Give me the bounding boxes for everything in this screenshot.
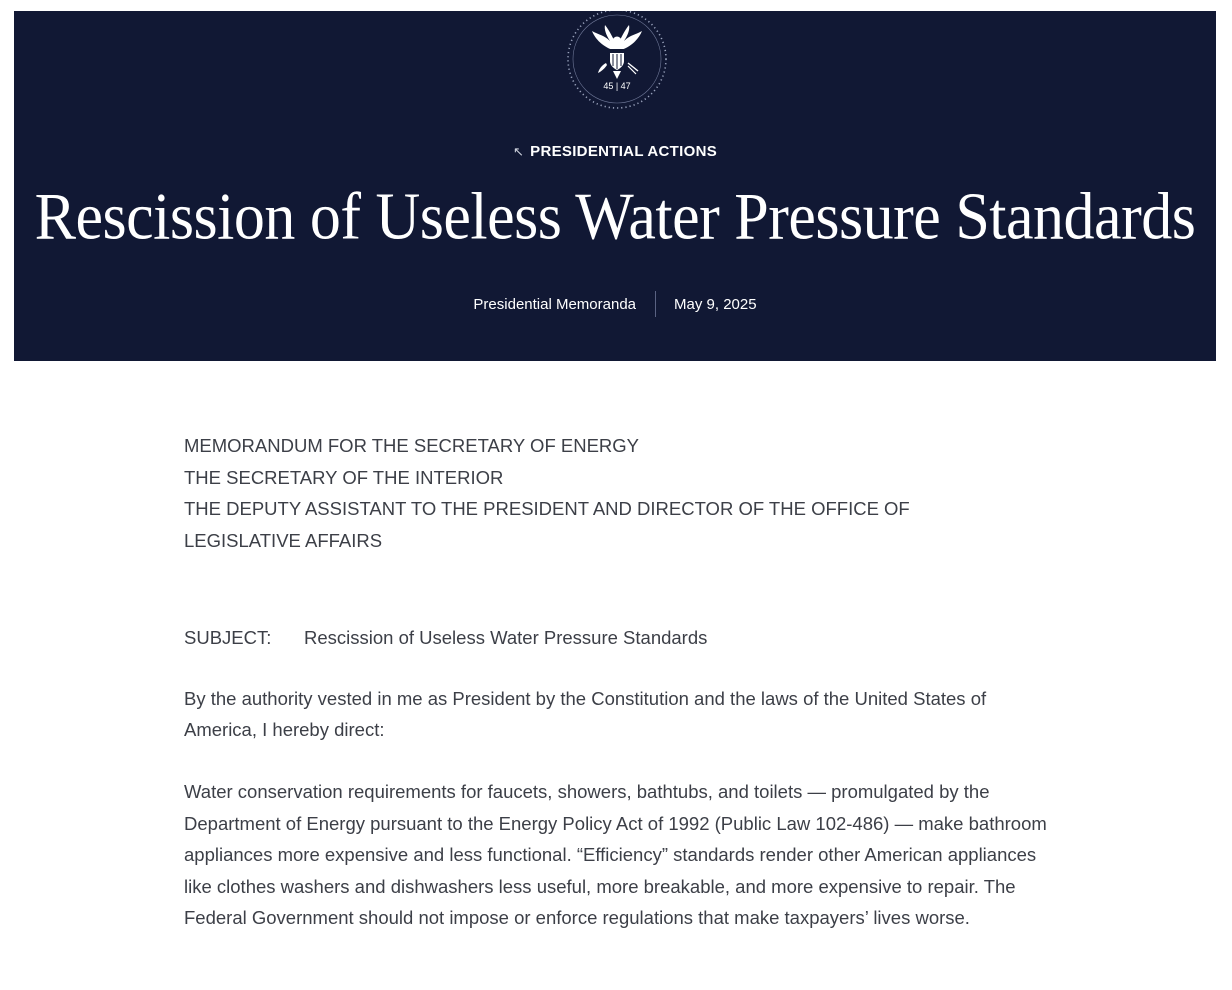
presidential-seal-icon[interactable] <box>566 11 668 113</box>
paragraph: By the authority vested in me as President by the Constitution and the laws of the United States of America, I hereby direct: <box>184 687 987 741</box>
page-title: Rescission of Useless Water Pressure Standards <box>34 180 1196 254</box>
seal-graphic <box>566 11 668 113</box>
category-label: PRESIDENTIAL ACTIONS <box>530 143 718 160</box>
arrow-up-left-icon: ↖ <box>512 144 525 159</box>
addressee-line: THE DEPUTY ASSISTANT TO THE PRESIDENT AND DIRECTOR OF THE OFFICE OF <box>184 498 910 520</box>
meta-divider <box>655 291 656 317</box>
memo-body <box>184 430 1054 934</box>
addressee-line: THE SECRETARY OF THE INTERIOR <box>184 466 504 488</box>
subject-label: SUBJECT: <box>184 626 272 648</box>
doc-type-link[interactable]: Presidential Memoranda <box>473 295 637 313</box>
seal-numbers: 45 | 47 <box>603 81 631 91</box>
meta-row <box>14 291 1216 317</box>
addressee-line: MEMORANDUM FOR THE SECRETARY OF ENERGY <box>184 435 640 456</box>
addressee-block <box>184 430 1054 557</box>
subject-line <box>184 622 1054 653</box>
subject-text: Rescission of Useless Water Pressure Standards <box>304 626 708 648</box>
paragraph: Water conservation requirements for faucets, showers, bathtubs, and toilets — promulgated by the Department of Energy pursuant to the Energy Policy Act of 1992 (Public Law 102-486) — make bathroom appliances more expensive and less functional. “Efficiency” standards render other American appliances like clothes washers and dishwashers less useful, more breakable, and more expensive to repair. The Federal Government should not impose or enforce regulations that make taxpayers’ lives worse. <box>184 781 1047 929</box>
addressee-line: LEGISLATIVE AFFAIRS <box>184 530 383 552</box>
publish-date: May 9, 2025 <box>674 295 757 313</box>
hero-banner <box>14 11 1216 361</box>
category-link[interactable] <box>14 143 1216 160</box>
